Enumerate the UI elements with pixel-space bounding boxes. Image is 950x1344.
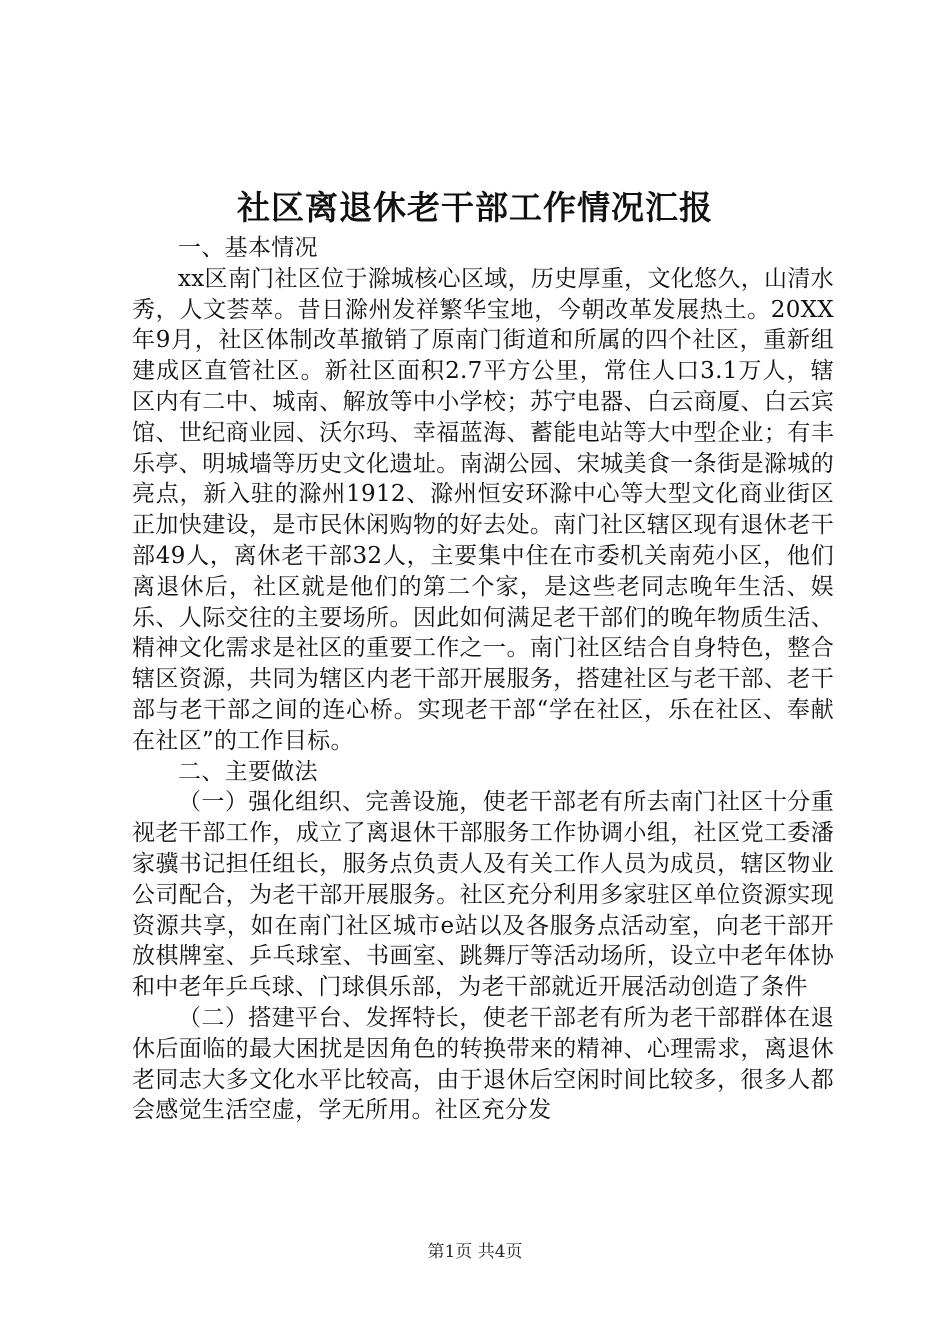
section-heading-main-practices: 二、主要做法 bbox=[178, 758, 318, 785]
section-heading-basic-info: 一、基本情况 bbox=[178, 235, 318, 261]
paragraph-practice-1: （一）强化组织、完善设施，使老干部老有所去南门社区十分重视老干部工作，成立了离退休干部服务工作协调小组，社区党工委潘家骥书记担任组长，服务点负责人及有关工作人员为成员，辖区物业公司配合，为老干部开展服务。社区充分利用多家驻区单位资源实现资源共享，如在南门社区城市e站以及各服务点活动室，向老干部开放棋牌室、乒乓球室、书画室、跳舞厅等活动场所，设立中老年体协和中老年乒乓球、门球俱乐部，为老干部就近开展活动创造了条件 bbox=[132, 789, 834, 1001]
page-footer: 第1页 共4页 bbox=[427, 1242, 523, 1262]
document-body bbox=[132, 233, 834, 1126]
paragraph-basic-info: xx区南门社区位于滁城核心区域，历史厚重，文化悠久，山清水秀，人文荟萃。昔日滁州发祥繁华宝地，今朝改革发展热土。20XX年9月，社区体制改革撤销了原南门街道和所属的四个社区，重新组建成区直管社区。新社区面积2.7平方公里，常住人口3.1万人，辖区内有二中、城南、解放等中小学校；苏宁电器、白云商厦、白云宾馆、世纪商业园、沃尔玛、幸福蓝海、蓄能电站等大中型企业；有丰乐亭、明城墙等历史文化遗址。南湖公园、宋城美食一条街是滁城的亮点，新入驻的滁州1912、滁州恒安环滁中心等大型文化商业街区正加快建设，是市民休闲购物的好去处。南门社区辖区现有退休老干部49人，离休老干部32人，主要集中住在市委机关南苑小区，他们离退休后，社区就是他们的第二个家，是这些老同志晚年生活、娱乐、人际交往的主要场所。因此如何满足老干部们的晚年物质生活、精神文化需求是社区的重要工作之一。南门社区结合自身特色，整合辖区资源，共同为辖区内老干部开展服务，搭建社区与老干部、老干部与老干部之间的连心桥。实现老干部“学在社区，乐在社区、奉献在社区”的工作目标。 bbox=[132, 265, 834, 754]
document-title: 社区离退休老干部工作情况汇报 bbox=[237, 188, 713, 227]
paragraph-practice-2: （二）搭建平台、发挥特长，使老干部老有所为老干部群体在退休后面临的最大困扰是因角色的转换带来的精神、心理需求，离退休老同志大多文化水平比较高，由于退休后空闲时间比较多，很多人都会感觉生活空虚，学无所用。社区充分发 bbox=[132, 1004, 834, 1124]
